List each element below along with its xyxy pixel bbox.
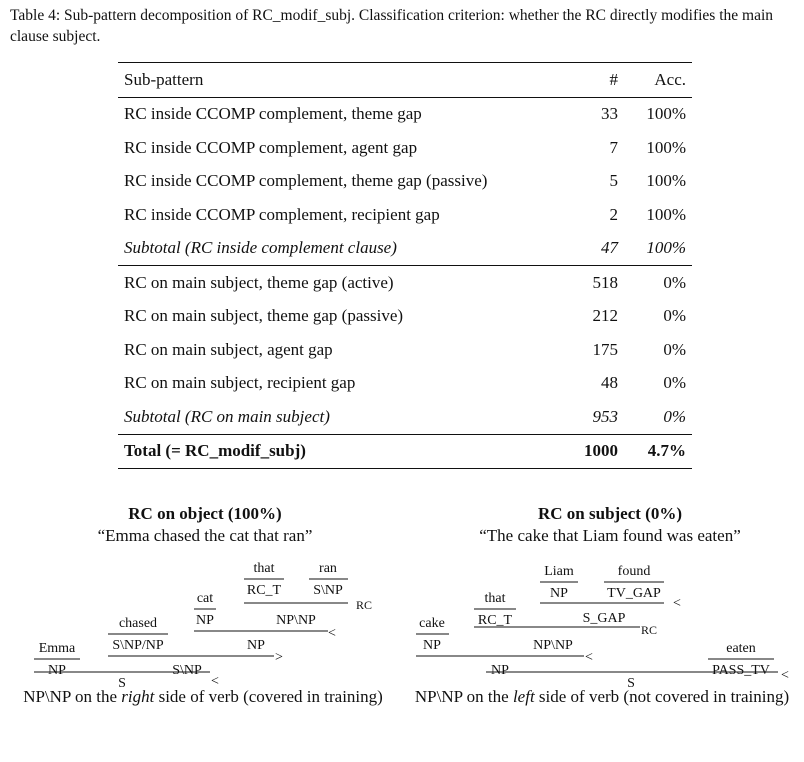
row-accuracy: 0%	[663, 373, 686, 393]
subtotal-pattern: Subtotal (RC inside complement clause)	[124, 238, 397, 258]
table-row	[118, 333, 692, 367]
left-derivation-heading	[40, 503, 370, 547]
row-count: 5	[609, 171, 618, 191]
rule-rc: RC	[355, 598, 373, 612]
row-pattern: RC inside CCOMP complement, agent gap	[124, 137, 418, 157]
row-accuracy: 0%	[663, 339, 686, 359]
cat-np-emma: NP	[48, 663, 66, 678]
row-count: 175	[592, 339, 618, 359]
table-row	[118, 198, 692, 232]
subtotal-accuracy: 100%	[646, 238, 686, 258]
cat-tv-gap: TV_GAP	[607, 586, 661, 601]
table-row	[118, 300, 692, 334]
note-text: NP\NP on the	[23, 687, 122, 706]
subtotal-row-complement	[118, 232, 692, 266]
row-accuracy: 0%	[663, 306, 686, 326]
table-caption: Table 4: Sub-pattern decomposition of RC_modif_subj. Classification criterion: whether the RC directly modifies the main clause subject.	[10, 7, 774, 45]
results-table	[118, 62, 692, 469]
cat-np-liam: NP	[550, 586, 568, 601]
row-accuracy: 0%	[663, 272, 686, 292]
cat-s-gap: S_GAP	[582, 611, 626, 626]
row-accuracy: 100%	[646, 104, 686, 124]
row-count: 518	[592, 272, 618, 292]
cat-np-np: NP\NP	[276, 613, 316, 628]
header-accuracy: Acc.	[654, 69, 686, 89]
note-emphasis: right	[121, 687, 155, 706]
table-row	[118, 131, 692, 165]
note-emphasis: left	[512, 687, 535, 706]
word-that: that	[484, 591, 506, 606]
cat-s-np-vp: S\NP	[172, 663, 202, 678]
row-accuracy: 100%	[646, 204, 686, 224]
row-pattern: RC inside CCOMP complement, theme gap (passive)	[124, 171, 488, 191]
row-count: 7	[609, 137, 618, 157]
row-count: 2	[609, 204, 618, 224]
word-that: that	[253, 561, 275, 576]
row-count: 33	[601, 104, 618, 124]
row-accuracy: 100%	[646, 137, 686, 157]
word-eaten: eaten	[726, 641, 756, 656]
cat-np-np: NP\NP	[533, 638, 573, 653]
left-derivation-sentence: “Emma chased the cat that ran”	[97, 526, 313, 545]
cat-s-right: S	[627, 676, 635, 691]
subtotal-count: 47	[601, 238, 618, 258]
rule-lt-1: <	[328, 626, 336, 641]
row-pattern: RC on main subject, recipient gap	[124, 373, 356, 393]
rule-lt-3: <	[781, 668, 789, 683]
cat-s-np-np: S\NP/NP	[112, 638, 164, 653]
table-row	[118, 367, 692, 401]
row-count: 212	[592, 306, 618, 326]
cat-rc-t: RC_T	[477, 613, 513, 628]
row-pattern: RC inside CCOMP complement, theme gap	[124, 104, 422, 124]
row-accuracy: 100%	[646, 171, 686, 191]
cat-np-object: NP	[247, 638, 265, 653]
rule-lt-2: <	[211, 674, 219, 689]
word-found: found	[617, 564, 651, 579]
total-accuracy: 4.7%	[647, 441, 686, 461]
word-liam: Liam	[544, 564, 574, 579]
row-pattern: RC on main subject, theme gap (passive)	[124, 306, 404, 326]
table-row	[118, 97, 692, 131]
word-cat: cat	[196, 591, 214, 606]
rule-lt-2: <	[585, 650, 593, 665]
rule-gt: >	[275, 650, 283, 665]
cat-s-np: S\NP	[313, 583, 343, 598]
table-header-row	[118, 63, 692, 98]
subtotal-pattern: Subtotal (RC on main subject)	[124, 406, 330, 426]
right-derivation-title: RC on subject (0%)	[537, 504, 683, 523]
header-sub-pattern: Sub-pattern	[124, 69, 204, 89]
word-chased: chased	[118, 616, 158, 631]
right-derivation-note	[406, 686, 798, 708]
rule-rc: RC	[640, 623, 658, 637]
rule-lt-1: <	[673, 596, 681, 611]
ccg-derivations	[0, 555, 804, 689]
cat-np-subject: NP	[491, 663, 509, 678]
row-count: 48	[601, 373, 618, 393]
subtotal-row-main-subject	[118, 400, 692, 434]
note-text: side of verb (covered in training)	[154, 687, 383, 706]
right-derivation-heading	[420, 503, 800, 547]
left-derivation-title: RC on object (100%)	[128, 504, 282, 523]
subtotal-count: 953	[592, 406, 618, 426]
subtotal-accuracy: 0%	[663, 406, 686, 426]
right-derivation-sentence: “The cake that Liam found was eaten”	[479, 526, 741, 545]
cat-rc-t: RC_T	[246, 583, 282, 598]
note-text: NP\NP on the	[414, 687, 513, 706]
cat-s-left: S	[118, 676, 126, 691]
word-cake: cake	[419, 616, 445, 631]
row-pattern: RC on main subject, agent gap	[124, 339, 333, 359]
header-count: #	[609, 69, 618, 89]
cat-np-cake: NP	[423, 638, 441, 653]
total-count: 1000	[584, 441, 618, 461]
left-derivation-note	[6, 686, 400, 708]
cat-np-cat: NP	[196, 613, 214, 628]
total-pattern: Total (= RC_modif_subj)	[124, 441, 306, 461]
table-row	[118, 165, 692, 199]
total-row	[118, 434, 692, 469]
word-emma: Emma	[38, 641, 76, 656]
word-ran: ran	[319, 561, 337, 576]
table-row	[118, 266, 692, 300]
note-text: side of verb (not covered in training)	[534, 687, 790, 706]
row-pattern: RC inside CCOMP complement, recipient gap	[124, 204, 440, 224]
cat-pass-tv: PASS_TV	[712, 663, 770, 678]
row-pattern: RC on main subject, theme gap (active)	[124, 272, 394, 292]
